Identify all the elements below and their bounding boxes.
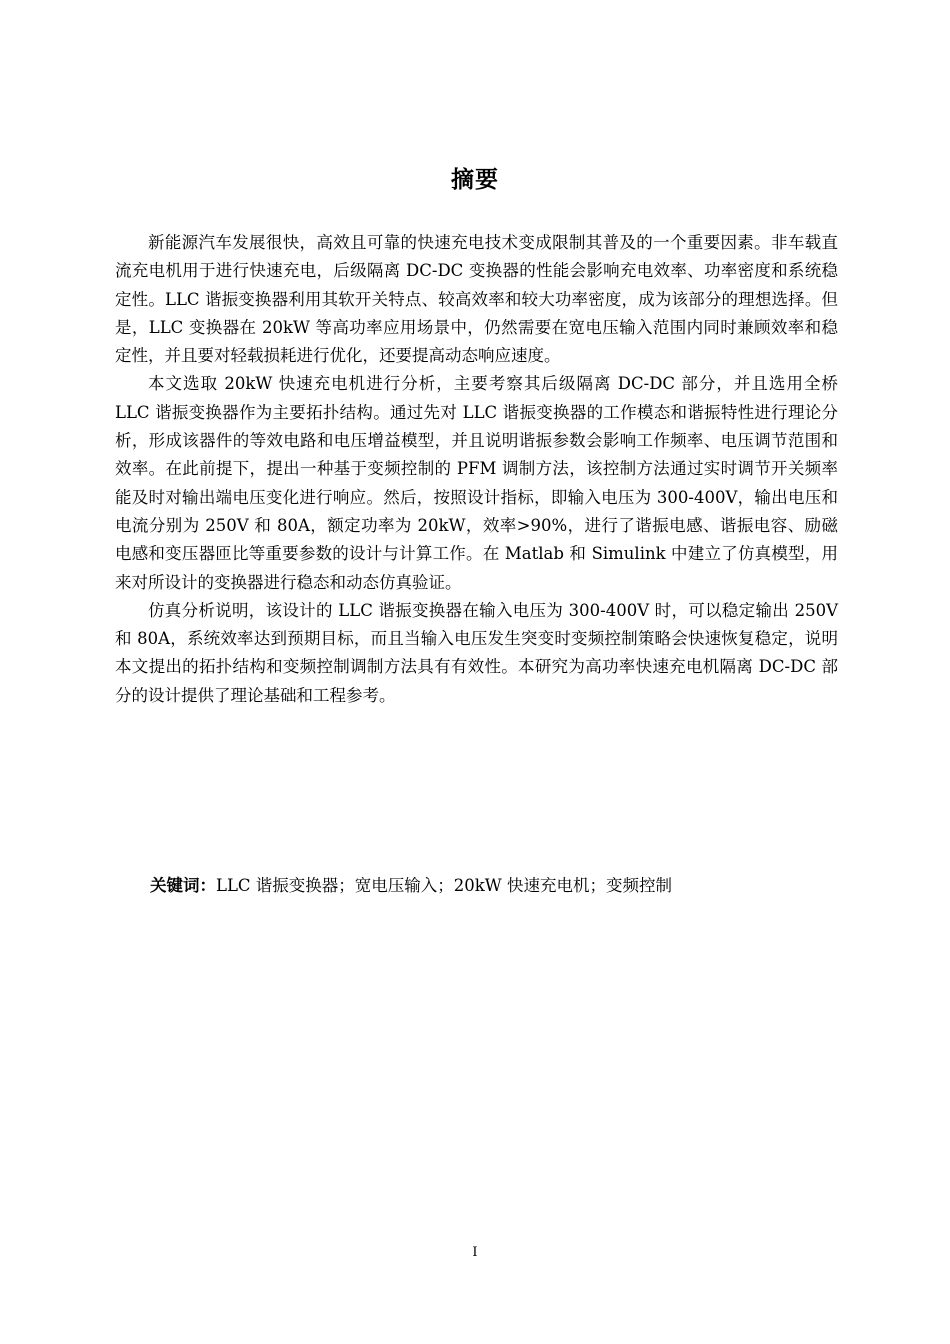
paragraph-1: 新能源汽车发展很快，高效且可靠的快速充电技术变成限制其普及的一个重要因素。非车载直流充电机用于进行快速充电，后级隔离 DC-DC 变换器的性能会影响充电效率、功率密度和系统稳定性。LLC 谐振变换器利用其软开关特点、较高效率和较大功率密度，成为该部分的理想选择。但是，LLC 变换器在 20kW 等高功率应用场景中，仍然需要在宽电压输入范围内同时兼顾效率和稳定性，并且要对轻载损耗进行优化，还要提高动态响应速度。 bbox=[115, 233, 838, 366]
paragraph-3: 仿真分析说明，该设计的 LLC 谐振变换器在输入电压为 300-400V 时，可以稳定输出 250V 和 80A，系统效率达到预期目标，而且当输入电压发生突变时变频控制策略会快速恢复稳定，说明本文提出的拓扑结构和变频控制调制方法具有有效性。本研究为高功率快速充电机隔离 DC-DC 部分的设计提供了理论基础和工程参考。 bbox=[115, 600, 838, 705]
page-title: 摘要 bbox=[451, 167, 499, 193]
keywords-text: LLC 谐振变换器；宽电压输入；20kW 快速充电机；变频控制 bbox=[216, 876, 672, 895]
paragraph-2: 本文选取 20kW 快速充电机进行分析，主要考察其后级隔离 DC-DC 部分，并且选用全桥 LLC 谐振变换器作为主要拓扑结构。通过先对 LLC 谐振变换器的工作模态和谐振特性进行理论分析，形成该器件的等效电路和电压增益模型，并且说明谐振参数会影响工作频率、电压调节范围和效率。在此前提下，提出一种基于变频控制的 PFM 调制方法，该控制方法通过实时调节开关频率能及时对输出端电压变化进行响应。然后，按照设计指标，即输入电压为 300-400V，输出电压和电流分别为 250V 和 80A，额定功率为 20kW，效率>90%，进行了谐振电感、谐振电容、励磁电感和变压器匝比等重要参数的设计与计算工作。在 Matlab 和 Simulink 中建立了仿真模型，用来对所设计的变换器进行稳态和动态仿真验证。 bbox=[115, 374, 838, 592]
keywords-line bbox=[150, 872, 840, 900]
abstract-body bbox=[115, 229, 838, 710]
keywords-label: 关键词： bbox=[150, 876, 216, 895]
page-number: I bbox=[472, 1245, 478, 1260]
